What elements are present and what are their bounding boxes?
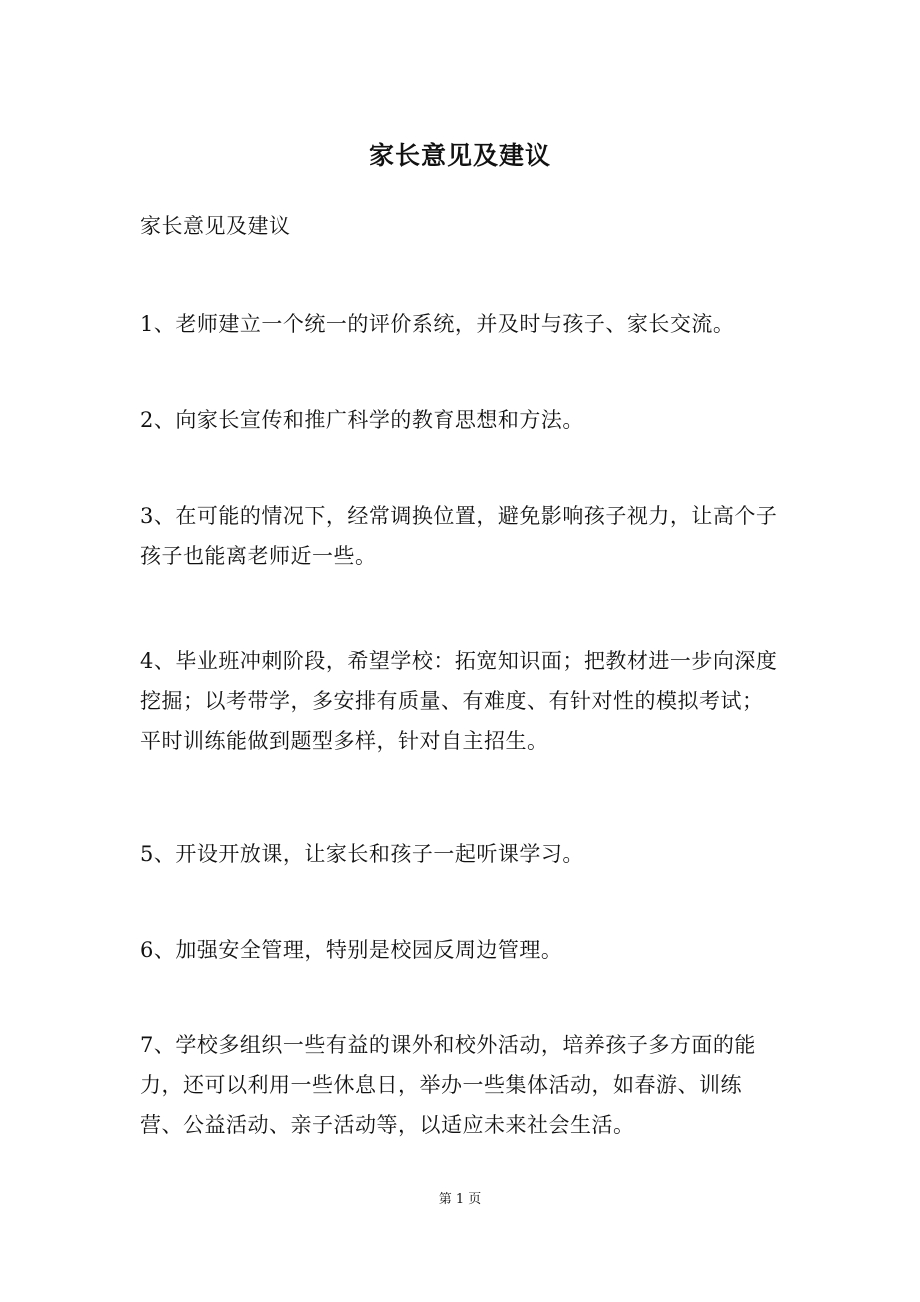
paragraph-7: 7、学校多组织一些有益的课外和校外活动，培养孩子多方面的能力，还可以利用一些休息日，举办一些集体活动，如春游、训练营、公益活动、亲子活动等，以适应未来社会生活。 — [140, 1033, 756, 1137]
document-subtitle: 家长意见及建议 — [140, 214, 291, 238]
paragraph-3: 3、在可能的情况下，经常调换位置，避免影响孩子视力，让高个子孩子也能离老师近一些。 — [140, 504, 778, 568]
paragraph-6: 6、加强安全管理，特别是校园反周边管理。 — [140, 938, 563, 962]
paragraph-1: 1、老师建立一个统一的评价系统，并及时与孩子、家长交流。 — [140, 312, 735, 336]
paragraph-4: 4、毕业班冲刺阶段，希望学校：拓宽知识面；把教材进一步向深度挖掘；以考带学，多安排有质量、有难度、有针对性的模拟考试；平时训练能做到题型多样，针对自主招生。 — [140, 649, 778, 753]
document-title: 家长意见及建议 — [368, 141, 551, 170]
paragraph-2: 2、向家长宣传和推广科学的教育思想和方法。 — [140, 408, 584, 432]
paragraph-5: 5、开设开放课，让家长和孩子一起听课学习。 — [140, 842, 584, 866]
page-number: 第 1 页 — [438, 1192, 482, 1207]
